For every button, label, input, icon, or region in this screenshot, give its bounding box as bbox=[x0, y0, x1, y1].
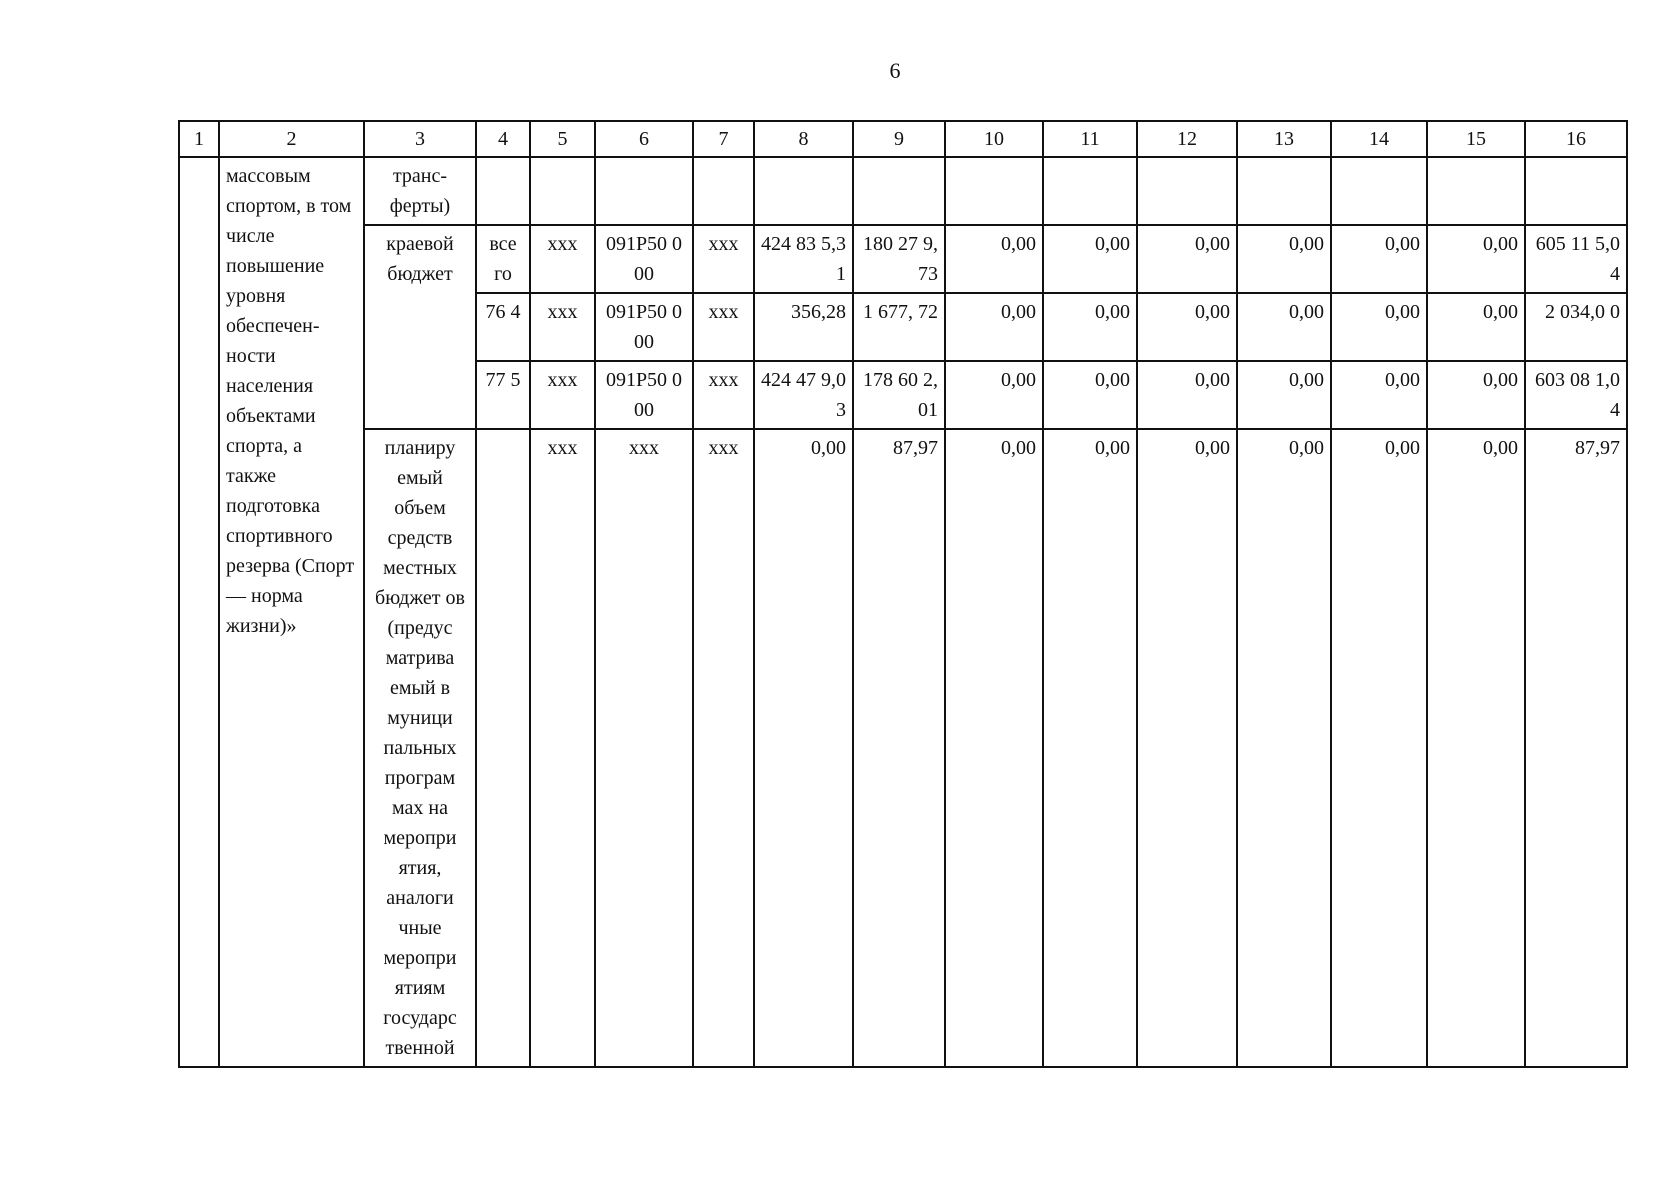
row-c12: 0,00 bbox=[1137, 361, 1237, 429]
row-c14: 0,00 bbox=[1331, 225, 1427, 293]
row-c8: 424 83 5,31 bbox=[754, 225, 853, 293]
table-row bbox=[179, 429, 1627, 1067]
row-c15: 0,00 bbox=[1427, 225, 1525, 293]
row-c10: 0,00 bbox=[945, 225, 1043, 293]
row-c6: xxx bbox=[595, 429, 693, 1067]
row-c4: 76 4 bbox=[476, 293, 530, 361]
row-c5: xxx bbox=[530, 429, 595, 1067]
row-c15: 0,00 bbox=[1427, 429, 1525, 1067]
col3-planned: планиру емый объем средств местных бюджет ов (предус матрива емый в муници пальных програм мах на меропри ятия, аналоги чные меропри ятиям государс твенной bbox=[364, 429, 476, 1067]
header-row bbox=[179, 121, 1627, 157]
header-cell: 1 bbox=[179, 121, 219, 157]
row-c10: 0,00 bbox=[945, 361, 1043, 429]
row-c6: 091Р50 000 bbox=[595, 361, 693, 429]
row-c11: 0,00 bbox=[1043, 225, 1137, 293]
row-c6: 091Р50 000 bbox=[595, 225, 693, 293]
header-cell: 8 bbox=[754, 121, 853, 157]
row-c4: все го bbox=[476, 225, 530, 293]
row-c8: 424 47 9,03 bbox=[754, 361, 853, 429]
col3-transfers: трансферты) bbox=[364, 157, 476, 225]
header-cell: 13 bbox=[1237, 121, 1331, 157]
row-c12: 0,00 bbox=[1137, 429, 1237, 1067]
row-c16: 605 11 5,04 bbox=[1525, 225, 1627, 293]
header-cell: 7 bbox=[693, 121, 754, 157]
row-c13: 0,00 bbox=[1237, 429, 1331, 1067]
col1-cell bbox=[179, 157, 219, 1067]
row-c13: 0,00 bbox=[1237, 293, 1331, 361]
header-cell: 4 bbox=[476, 121, 530, 157]
header-cell: 5 bbox=[530, 121, 595, 157]
row-c10: 0,00 bbox=[945, 429, 1043, 1067]
row-c5: xxx bbox=[530, 225, 595, 293]
row-c5: xxx bbox=[530, 293, 595, 361]
row-c4: 77 5 bbox=[476, 361, 530, 429]
row-c15: 0,00 bbox=[1427, 293, 1525, 361]
row-c9: 1 677, 72 bbox=[853, 293, 945, 361]
col3-kraevoi: краевой бюджет bbox=[364, 225, 476, 429]
row-c15: 0,00 bbox=[1427, 361, 1525, 429]
row-c9: 87,97 bbox=[853, 429, 945, 1067]
row-c8: 0,00 bbox=[754, 429, 853, 1067]
row-c9: 180 27 9,73 bbox=[853, 225, 945, 293]
row-c4 bbox=[476, 429, 530, 1067]
table-row bbox=[179, 225, 1627, 293]
header-cell: 11 bbox=[1043, 121, 1137, 157]
row-c7: xxx bbox=[693, 361, 754, 429]
row-c12: 0,00 bbox=[1137, 225, 1237, 293]
row-c7: xxx bbox=[693, 429, 754, 1067]
header-cell: 2 bbox=[219, 121, 364, 157]
measure-description: массовым спортом, в том числе повышение уровня обеспеченности населения объектами спорта, а также подготовка спортивного резерва (Спорт — норма жизни)» bbox=[219, 157, 364, 1067]
row-c16: 603 08 1,04 bbox=[1525, 361, 1627, 429]
row-c5: xxx bbox=[530, 361, 595, 429]
header-cell: 9 bbox=[853, 121, 945, 157]
row-c11: 0,00 bbox=[1043, 429, 1137, 1067]
header-cell: 15 bbox=[1427, 121, 1525, 157]
header-cell: 16 bbox=[1525, 121, 1627, 157]
row-c13: 0,00 bbox=[1237, 225, 1331, 293]
row-c9: 178 60 2,01 bbox=[853, 361, 945, 429]
row-c16: 2 034,0 0 bbox=[1525, 293, 1627, 361]
header-cell: 3 bbox=[364, 121, 476, 157]
header-cell: 6 bbox=[595, 121, 693, 157]
row-c13: 0,00 bbox=[1237, 361, 1331, 429]
row-c7: xxx bbox=[693, 225, 754, 293]
header-cell: 10 bbox=[945, 121, 1043, 157]
row-c7: xxx bbox=[693, 293, 754, 361]
row-c14: 0,00 bbox=[1331, 429, 1427, 1067]
row-c10: 0,00 bbox=[945, 293, 1043, 361]
row-c6: 091Р50 000 bbox=[595, 293, 693, 361]
row-c14: 0,00 bbox=[1331, 361, 1427, 429]
row-c14: 0,00 bbox=[1331, 293, 1427, 361]
row-c8: 356,28 bbox=[754, 293, 853, 361]
row-c11: 0,00 bbox=[1043, 293, 1137, 361]
header-cell: 14 bbox=[1331, 121, 1427, 157]
row-c16: 87,97 bbox=[1525, 429, 1627, 1067]
row-c12: 0,00 bbox=[1137, 293, 1237, 361]
table-row bbox=[179, 157, 1627, 225]
header-cell: 12 bbox=[1137, 121, 1237, 157]
budget-table bbox=[178, 120, 1628, 1068]
row-c11: 0,00 bbox=[1043, 361, 1137, 429]
page-number: 6 bbox=[889, 58, 901, 83]
